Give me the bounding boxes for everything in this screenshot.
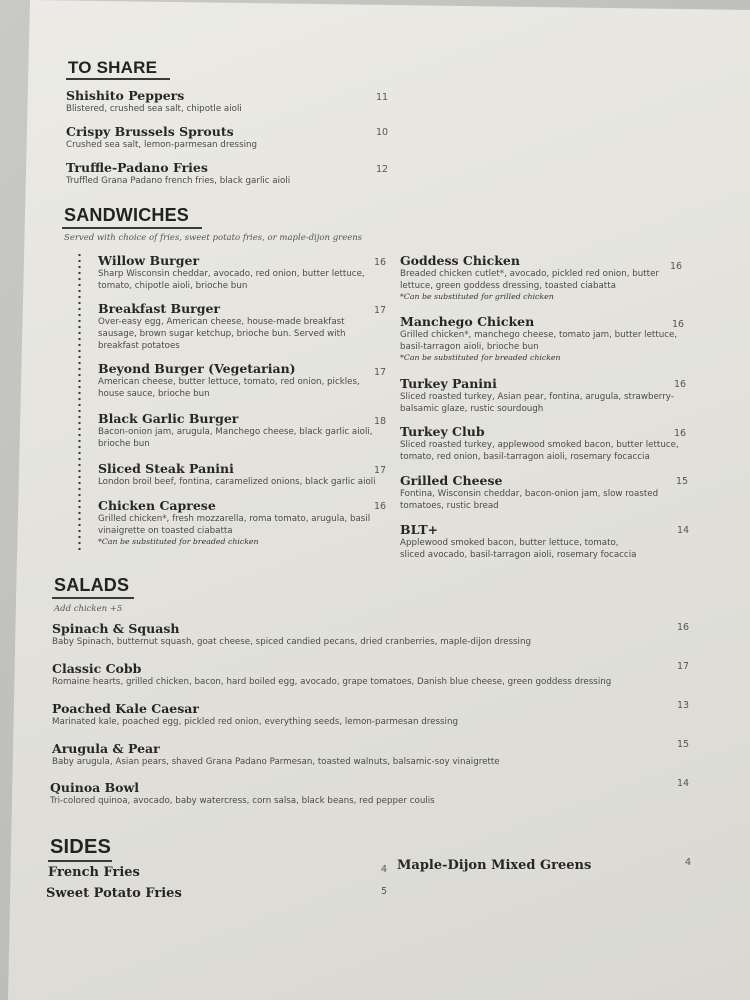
item-name: Classic Cobb bbox=[52, 661, 142, 676]
item-description: Marinated kale, poached egg, pickled red onion, everything seeds, lemon-parmesan dressing bbox=[52, 717, 458, 727]
item-description: Sharp Wisconsin cheddar, avocado, red onion, butter lettuce, bbox=[98, 269, 365, 279]
item-description: breakfast potatoes bbox=[98, 341, 180, 351]
item-name: Crispy Brussels Sprouts bbox=[66, 124, 234, 139]
item-description: vinaigrette on toasted ciabatta bbox=[98, 526, 233, 536]
item-price: 17 bbox=[374, 465, 387, 476]
item-description: Grilled chicken*, fresh mozzarella, roma tomato, arugula, basil bbox=[98, 514, 371, 524]
item-name: BLT+ bbox=[400, 522, 439, 537]
item-description: sausage, brown sugar ketchup, brioche bun. Served with bbox=[98, 329, 346, 339]
sides-underline bbox=[48, 860, 112, 862]
menu-item bbox=[52, 741, 500, 768]
item-name: Black Garlic Burger bbox=[98, 411, 239, 426]
item-name: Shishito Peppers bbox=[66, 88, 185, 103]
item-description: tomatoes, rustic bread bbox=[400, 501, 499, 511]
sides-heading: SIDES bbox=[50, 836, 112, 858]
item-description: Truffled Grana Padano french fries, black garlic aioli bbox=[66, 176, 291, 186]
item-price: 15 bbox=[677, 739, 690, 750]
item-note: *Can be substituted for breaded chicken bbox=[400, 353, 561, 362]
menu-item bbox=[52, 621, 531, 648]
menu-item bbox=[400, 253, 683, 301]
item-name: Beyond Burger (Vegetarian) bbox=[98, 361, 296, 376]
item-price: 11 bbox=[376, 92, 389, 103]
item-description: Fontina, Wisconsin cheddar, bacon-onion jam, slow roasted bbox=[400, 489, 659, 499]
item-description: lettuce, green goddess dressing, toasted ciabatta bbox=[400, 281, 616, 291]
item-name: Quinoa Bowl bbox=[50, 780, 140, 795]
item-price: 17 bbox=[677, 661, 690, 672]
item-name: Arugula & Pear bbox=[52, 741, 160, 756]
side-item-price: 5 bbox=[381, 886, 388, 897]
sandwiches-underline bbox=[62, 227, 202, 229]
item-description: tomato, chipotle aioli, brioche bun bbox=[98, 281, 248, 291]
item-price: 16 bbox=[674, 379, 687, 390]
to-share-underline bbox=[66, 78, 170, 80]
item-name: Willow Burger bbox=[98, 253, 200, 268]
item-name: Goddess Chicken bbox=[400, 253, 520, 268]
salads-underline bbox=[52, 597, 134, 599]
item-name: Grilled Cheese bbox=[400, 473, 503, 488]
side-item-name: Maple-Dijon Mixed Greens bbox=[397, 858, 592, 873]
menu-item bbox=[400, 314, 680, 362]
item-description: Applewood smoked bacon, butter lettuce, tomato, bbox=[400, 538, 619, 548]
menu-item bbox=[98, 411, 388, 450]
item-description: sliced avocado, basil-tarragon aioli, rosemary focaccia bbox=[400, 550, 637, 560]
item-description: balsamic glaze, rustic sourdough bbox=[400, 404, 544, 414]
salads-subtitle: Add chicken +5 bbox=[54, 604, 123, 614]
item-description: basil-tarragon aioli, brioche bun bbox=[400, 342, 539, 352]
item-description: Baby arugula, Asian pears, shaved Grana Padano Parmesan, toasted walnuts, balsamic-soy vinaigrette bbox=[52, 757, 500, 767]
side-item-name: Sweet Potato Fries bbox=[46, 886, 182, 901]
menu-item bbox=[400, 473, 680, 512]
item-price: 13 bbox=[677, 700, 690, 711]
item-price: 14 bbox=[677, 778, 690, 789]
item-name: Turkey Panini bbox=[400, 376, 497, 391]
item-price: 15 bbox=[676, 476, 689, 487]
item-description: house sauce, brioche bun bbox=[98, 389, 210, 399]
sandwiches-subtitle: Served with choice of fries, sweet potato fries, or maple-dijon greens bbox=[64, 233, 363, 243]
sandwiches-heading: SANDWICHES bbox=[64, 205, 190, 225]
item-price: 17 bbox=[374, 367, 387, 378]
item-price: 14 bbox=[677, 525, 690, 536]
side-item-price: 4 bbox=[685, 857, 692, 868]
menu-item bbox=[98, 301, 388, 352]
menu-item bbox=[400, 376, 680, 415]
item-price: 16 bbox=[374, 257, 387, 268]
to-share-heading: TO SHARE bbox=[68, 58, 158, 77]
item-name: Truffle-Padano Fries bbox=[66, 160, 208, 175]
item-description: London broil beef, fontina, caramelized onions, black garlic aioli bbox=[98, 477, 376, 487]
dotted-divider bbox=[78, 252, 81, 554]
item-price: 16 bbox=[674, 428, 687, 439]
menu-item bbox=[66, 88, 242, 115]
item-description: Tri-colored quinoa, avocado, baby watercress, corn salsa, black beans, red pepper coulis bbox=[50, 796, 435, 806]
item-description: brioche bun bbox=[98, 439, 150, 449]
item-name: Turkey Club bbox=[400, 424, 485, 439]
item-price: 16 bbox=[374, 501, 387, 512]
item-note: *Can be substituted for grilled chicken bbox=[400, 292, 554, 301]
menu-item bbox=[98, 498, 388, 546]
item-name: Chicken Caprese bbox=[98, 498, 216, 513]
item-description: Sliced roasted turkey, Asian pear, fontina, arugula, strawberry- bbox=[400, 392, 674, 402]
item-description: Crushed sea salt, lemon-parmesan dressing bbox=[66, 140, 258, 150]
item-description: Grilled chicken*, manchego cheese, tomato jam, butter lettuce, bbox=[400, 330, 678, 340]
item-description: Bacon-onion jam, arugula, Manchego cheese, black garlic aioli, bbox=[98, 427, 373, 437]
item-name: Manchego Chicken bbox=[400, 314, 535, 329]
item-description: American cheese, butter lettuce, tomato, red onion, pickles, bbox=[98, 377, 360, 387]
menu-item bbox=[66, 124, 257, 151]
menu-item bbox=[98, 361, 388, 400]
item-note: *Can be substituted for breaded chicken bbox=[98, 537, 259, 546]
item-price: 10 bbox=[376, 127, 389, 138]
item-price: 12 bbox=[376, 164, 389, 175]
menu-item bbox=[50, 780, 435, 807]
item-price: 17 bbox=[374, 305, 387, 316]
menu-item bbox=[66, 160, 290, 187]
menu-item bbox=[52, 701, 458, 728]
item-name: Sliced Steak Panini bbox=[98, 461, 234, 476]
item-name: Spinach & Squash bbox=[52, 621, 180, 636]
item-description: Romaine hearts, grilled chicken, bacon, hard boiled egg, avocado, grape tomatoes, Danish blue cheese, green goddess dressing bbox=[52, 677, 612, 687]
salads-heading: SALADS bbox=[54, 575, 130, 595]
menu-item bbox=[98, 461, 388, 488]
item-name: Breakfast Burger bbox=[98, 301, 221, 316]
item-price: 18 bbox=[374, 416, 387, 427]
item-description: Blistered, crushed sea salt, chipotle aioli bbox=[66, 104, 242, 114]
item-description: tomato, red onion, basil-tarragon aioli, rosemary focaccia bbox=[400, 452, 650, 462]
item-description: Baby Spinach, butternut squash, goat cheese, spiced candied pecans, dried cranberries, maple-dijon dressing bbox=[52, 637, 531, 647]
item-description: Over-easy egg, American cheese, house-made breakfast bbox=[98, 317, 345, 327]
item-name: Poached Kale Caesar bbox=[52, 701, 199, 716]
item-price: 16 bbox=[672, 319, 685, 330]
menu-item bbox=[98, 253, 388, 292]
side-item-price: 4 bbox=[381, 864, 388, 875]
item-price: 16 bbox=[670, 261, 683, 272]
menu-item bbox=[400, 522, 680, 561]
item-price: 16 bbox=[677, 622, 690, 633]
menu-item bbox=[52, 661, 611, 688]
item-description: Breaded chicken cutlet*, avocado, pickled red onion, butter bbox=[400, 269, 660, 279]
menu-item bbox=[400, 424, 685, 463]
item-description: Sliced roasted turkey, applewood smoked bacon, butter lettuce, bbox=[400, 440, 679, 450]
side-item-name: French Fries bbox=[48, 865, 140, 880]
